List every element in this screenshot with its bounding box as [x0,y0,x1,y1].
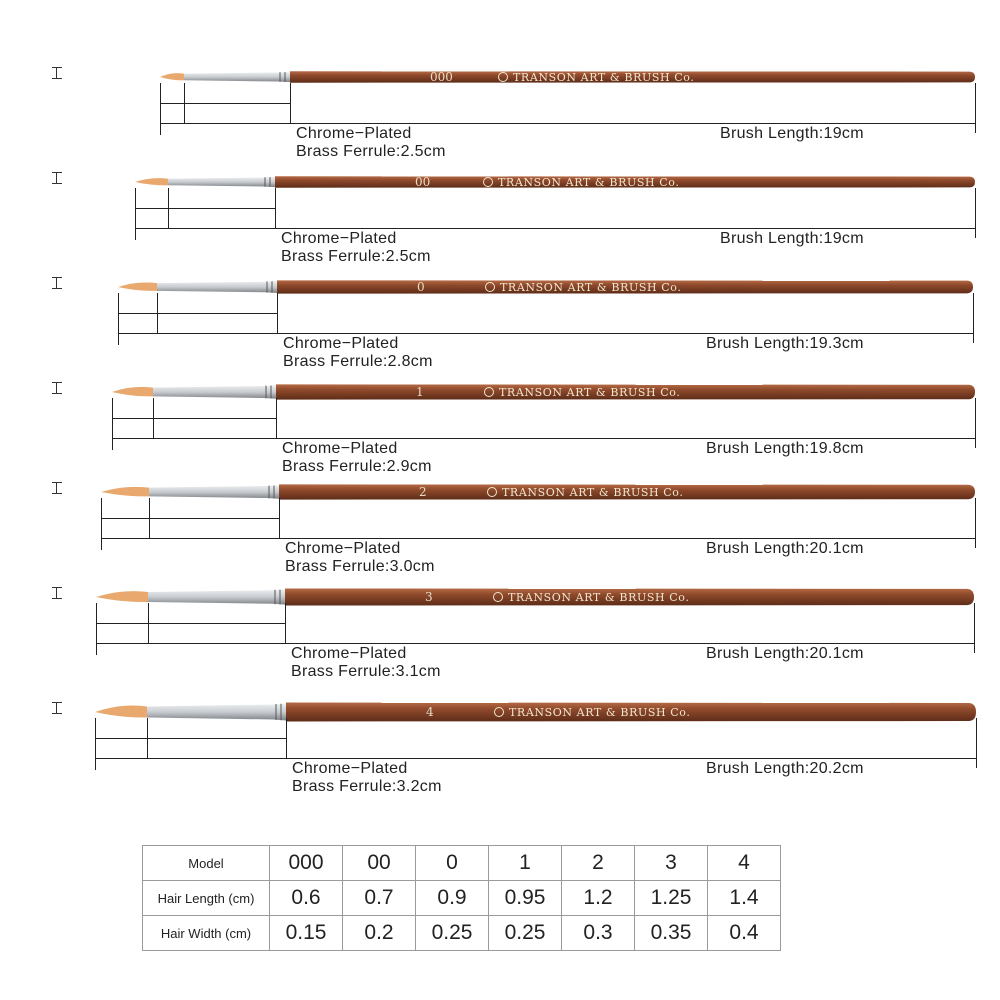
brush-ferrule [147,704,286,721]
hair-length-cell: 0.9 [416,881,489,916]
ferrule-size-label: Brass Ferrule:3.1cm [291,663,441,680]
dimension-handle-tick [275,188,276,228]
brush-row [0,340,1000,475]
brush-row [0,660,1000,795]
dimension-handle-tick [285,603,286,643]
ferrule-size-label: Brass Ferrule:2.5cm [281,248,431,265]
dimension-ferrule-span [118,313,277,314]
dimension-end-tick [975,188,976,238]
dimension-handle-tick [276,398,277,438]
specs-table [142,845,781,951]
hair-width-cell: 0.25 [416,916,489,951]
dimension-end-tick [974,603,975,653]
brush-row [0,235,1000,370]
brush-ferrule [157,281,277,293]
ferrule-size-label: Brass Ferrule:2.5cm [296,143,446,160]
brush-hair [112,387,153,397]
ferrule-label: Chrome−Plated [282,440,398,457]
model-cell: 0 [416,846,489,881]
ferrule-label: Chrome−Plated [292,760,408,777]
brush-size-mark: 1 [416,385,424,399]
brush-length-label: Brush Length:19cm [720,230,864,247]
brush-graphic [0,130,1000,230]
dimension-ferrule-span [112,418,276,419]
brush-hair [135,178,168,185]
brush-size-mark: 2 [419,485,427,499]
model-cell: 3 [635,846,708,881]
brush-size-mark: 000 [430,70,453,84]
hair-length-cell: 0.95 [489,881,562,916]
brush-ferrule [184,72,290,82]
hair-length-cell: 1.4 [708,881,781,916]
model-cell: 000 [270,846,343,881]
dimension-hair-tick [135,188,136,240]
brush-hair [160,73,184,80]
dimension-baseline [160,123,975,124]
dimension-ferrule-span [160,103,290,104]
brand-imprint: TRANSON ART & BRUSH Co. [499,386,681,399]
ferrule-label: Chrome−Plated [285,540,401,557]
ferrule-label: Chrome−Plated [291,645,407,662]
brand-imprint: TRANSON ART & BRUSH Co. [509,706,691,719]
brush-ferrule [168,177,275,187]
dimension-hair-tick [96,603,97,655]
dimension-hair-tick [101,498,102,550]
brand-imprint: TRANSON ART & BRUSH Co. [502,486,684,499]
model-header: Model [143,846,270,881]
dimension-hair-tick [118,293,119,345]
dimension-end-tick [976,718,977,768]
ferrule-size-label: Brass Ferrule:2.9cm [282,458,432,475]
brush-length-label: Brush Length:19cm [720,125,864,142]
table-row-model [143,846,781,881]
hair-length-cell: 0.6 [270,881,343,916]
brush-row [0,545,1000,680]
brush-size-mark: 4 [426,705,434,719]
hair-width-cell: 0.15 [270,916,343,951]
dimension-handle-tick [286,718,287,758]
brush-row [0,440,1000,575]
dimension-handle-tick [277,293,278,333]
brush-length-label: Brush Length:20.1cm [706,645,864,662]
dimension-ferrule-span [95,738,286,739]
brush-graphic [0,235,1000,335]
hair-length-header: Hair Length (cm) [143,881,270,916]
dimension-baseline [112,438,975,439]
brush-graphic [0,545,1000,645]
model-cell: 4 [708,846,781,881]
table-row-hair-length [143,881,781,916]
dimension-baseline [101,538,975,539]
brand-imprint: TRANSON ART & BRUSH Co. [513,71,695,84]
brush-length-label: Brush Length:20.2cm [706,760,864,777]
ferrule-size-label: Brass Ferrule:3.2cm [292,778,442,795]
brand-imprint: TRANSON ART & BRUSH Co. [508,591,690,604]
dimension-baseline [118,333,973,334]
ferrule-size-label: Brass Ferrule:3.0cm [285,558,435,575]
brush-hair [96,591,148,602]
brush-hair [95,706,147,718]
brush-graphic [0,440,1000,540]
hair-width-cell: 0.2 [343,916,416,951]
model-cell: 00 [343,846,416,881]
dimension-end-tick [973,293,974,343]
brush-size-mark: 00 [415,175,431,189]
ferrule-size-label: Brass Ferrule:2.8cm [283,353,433,370]
dimension-baseline [95,758,976,759]
hair-width-cell: 0.25 [489,916,562,951]
ferrule-label: Chrome−Plated [296,125,412,142]
model-cell: 1 [489,846,562,881]
brush-graphic [0,660,1000,760]
dimension-hair-tick [160,83,161,135]
brush-length-label: Brush Length:20.1cm [706,540,864,557]
ferrule-label: Chrome−Plated [283,335,399,352]
dimension-handle-tick [279,498,280,538]
brush-size-mark: 0 [417,280,425,294]
dimension-handle-tick [290,83,291,123]
brush-ferrule [149,485,279,499]
hair-width-cell: 0.3 [562,916,635,951]
hair-length-cell: 0.7 [343,881,416,916]
dimension-ferrule-span [96,623,285,624]
dimension-end-tick [975,83,976,133]
brush-length-label: Brush Length:19.3cm [706,335,864,352]
ferrule-label: Chrome−Plated [281,230,397,247]
brush-row [0,130,1000,265]
brush-ferrule [148,589,285,604]
brush-graphic [0,340,1000,440]
hair-length-cell: 1.2 [562,881,635,916]
hair-width-cell: 0.35 [635,916,708,951]
hair-width-cell: 0.4 [708,916,781,951]
brush-size-mark: 3 [425,590,433,604]
brush-ferrule [153,385,276,399]
dimension-ferrule-span [135,208,275,209]
dimension-baseline [96,643,974,644]
brush-graphic [0,25,1000,125]
dimension-baseline [135,228,975,229]
brush-hair [101,487,149,497]
table-row-hair-width [143,916,781,951]
brand-imprint: TRANSON ART & BRUSH Co. [498,176,680,189]
dimension-end-tick [975,498,976,548]
hair-length-cell: 1.25 [635,881,708,916]
brush-hair [118,282,157,290]
dimension-ferrule-span [101,518,279,519]
model-cell: 2 [562,846,635,881]
brand-imprint: TRANSON ART & BRUSH Co. [500,281,682,294]
hair-width-header: Hair Width (cm) [143,916,270,951]
brush-row [0,25,1000,160]
dimension-hair-tick [95,718,96,770]
brush-length-label: Brush Length:19.8cm [706,440,864,457]
